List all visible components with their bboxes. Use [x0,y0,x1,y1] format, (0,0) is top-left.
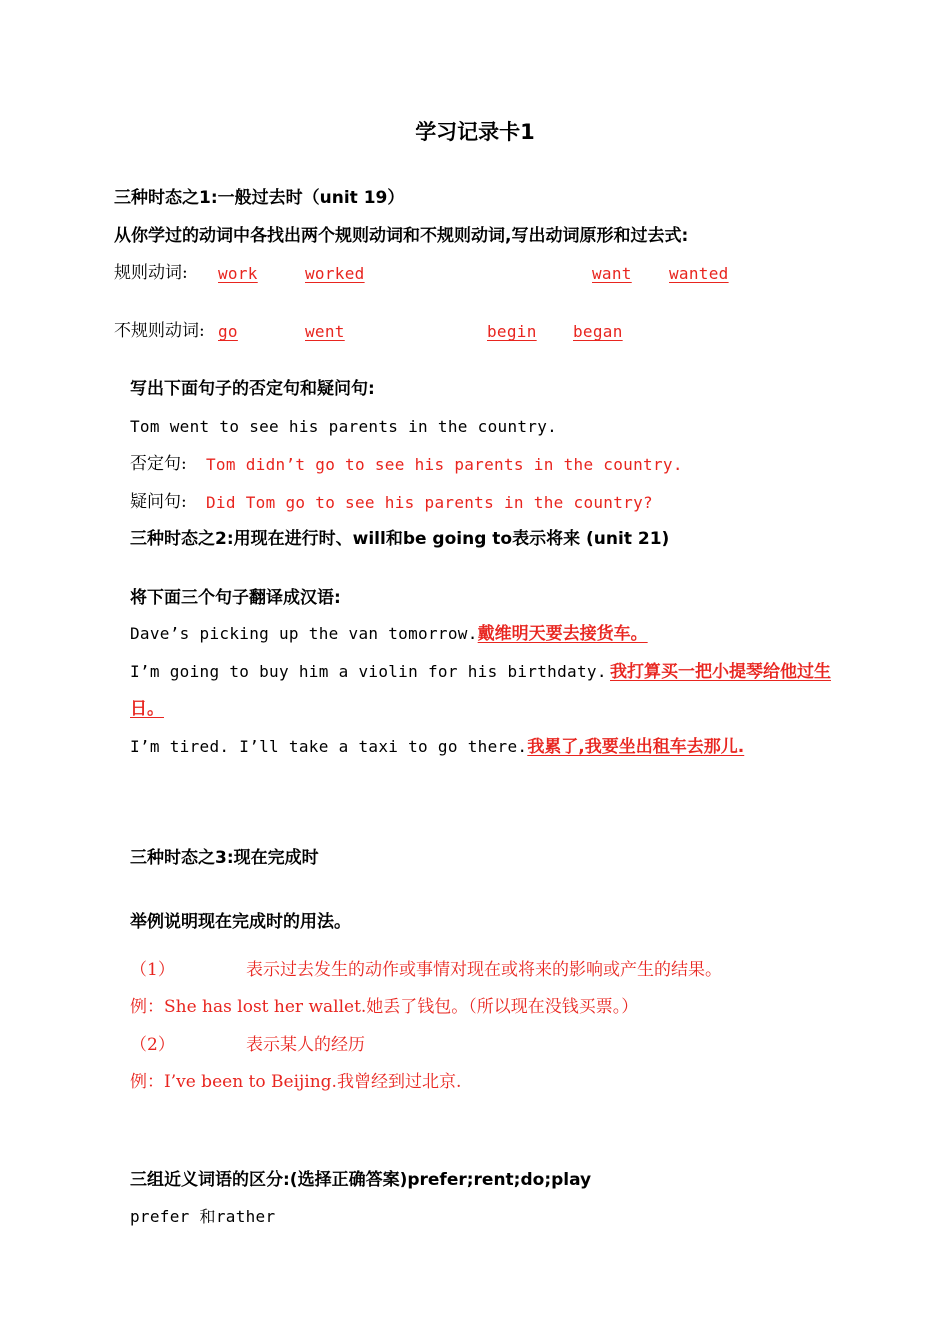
regular-verbs-label: 规则动词: [114,263,188,283]
usage1-text: 表示过去发生的动作或事情对现在或将来的影响或产生的结果。 [246,960,722,980]
regular-verb-2: want [592,264,632,283]
usage2-text: 表示某人的经历 [246,1035,365,1055]
usage1-example: 例：She has lost her wallet.她丢了钱包。（所以现在没钱买票。） [130,997,639,1017]
translate-line1-en: Dave’s picking up the van tomorrow. [130,624,478,643]
synonym-group-1: prefer 和rather [130,1207,276,1226]
negative-answer: Tom didn’t go to see his parents in the country. [206,455,683,474]
section2-heading: 三种时态之2:用现在进行时、will和be going to表示将来 (unit 21) [130,529,670,549]
regular-verb-1-past: worked [305,264,365,283]
section4-heading: 三组近义词语的区分:(选择正确答案)prefer;rent;do;play [130,1170,592,1190]
negative-label: 否定句: [130,454,187,474]
translate-line2-en: I’m going to buy him a violin for his birthdaty. [130,662,607,681]
usage2-number: （2） [130,1035,175,1055]
negative-question-instruction: 写出下面句子的否定句和疑问句: [130,379,375,399]
section2-instruction: 将下面三个句子翻译成汉语: [130,588,341,608]
page-title: 学习记录卡1 [415,120,535,144]
translate-line2-cn-b: 日。 [130,699,164,719]
usage2-example: 例：I’ve been to Beijing.我曾经到过北京. [130,1072,462,1092]
question-answer: Did Tom go to see his parents in the country? [206,493,653,512]
regular-verb-2-past: wanted [669,264,729,283]
irregular-verb-1-past: went [305,322,345,341]
translate-line3-cn: 我累了,我要坐出租车去那儿. [527,737,745,757]
section1-heading: 三种时态之1:一般过去时（unit 19） [114,188,405,208]
section1-instruction: 从你学过的动词中各找出两个规则动词和不规则动词,写出动词原形和过去式: [114,226,689,246]
irregular-verb-1: go [218,322,238,341]
section3-instruction: 举例说明现在完成时的用法。 [130,912,351,932]
irregular-verb-2: begin [487,322,537,341]
translate-line2-cn-a: 我打算买一把小提琴给他过生 [610,662,831,682]
translate-line1-cn: 戴维明天要去接货车。 [477,624,648,644]
question-label: 疑问句: [130,492,187,512]
translate-line3-en: I’m tired. I’ll take a taxi to go there. [130,737,528,756]
irregular-verbs-label: 不规则动词: [114,321,205,341]
section3-heading: 三种时态之3:现在完成时 [130,848,319,868]
usage1-number: （1） [130,960,175,980]
regular-verb-1: work [218,264,258,283]
source-sentence: Tom went to see his parents in the country. [130,417,558,436]
irregular-verb-2-past: began [573,322,623,341]
